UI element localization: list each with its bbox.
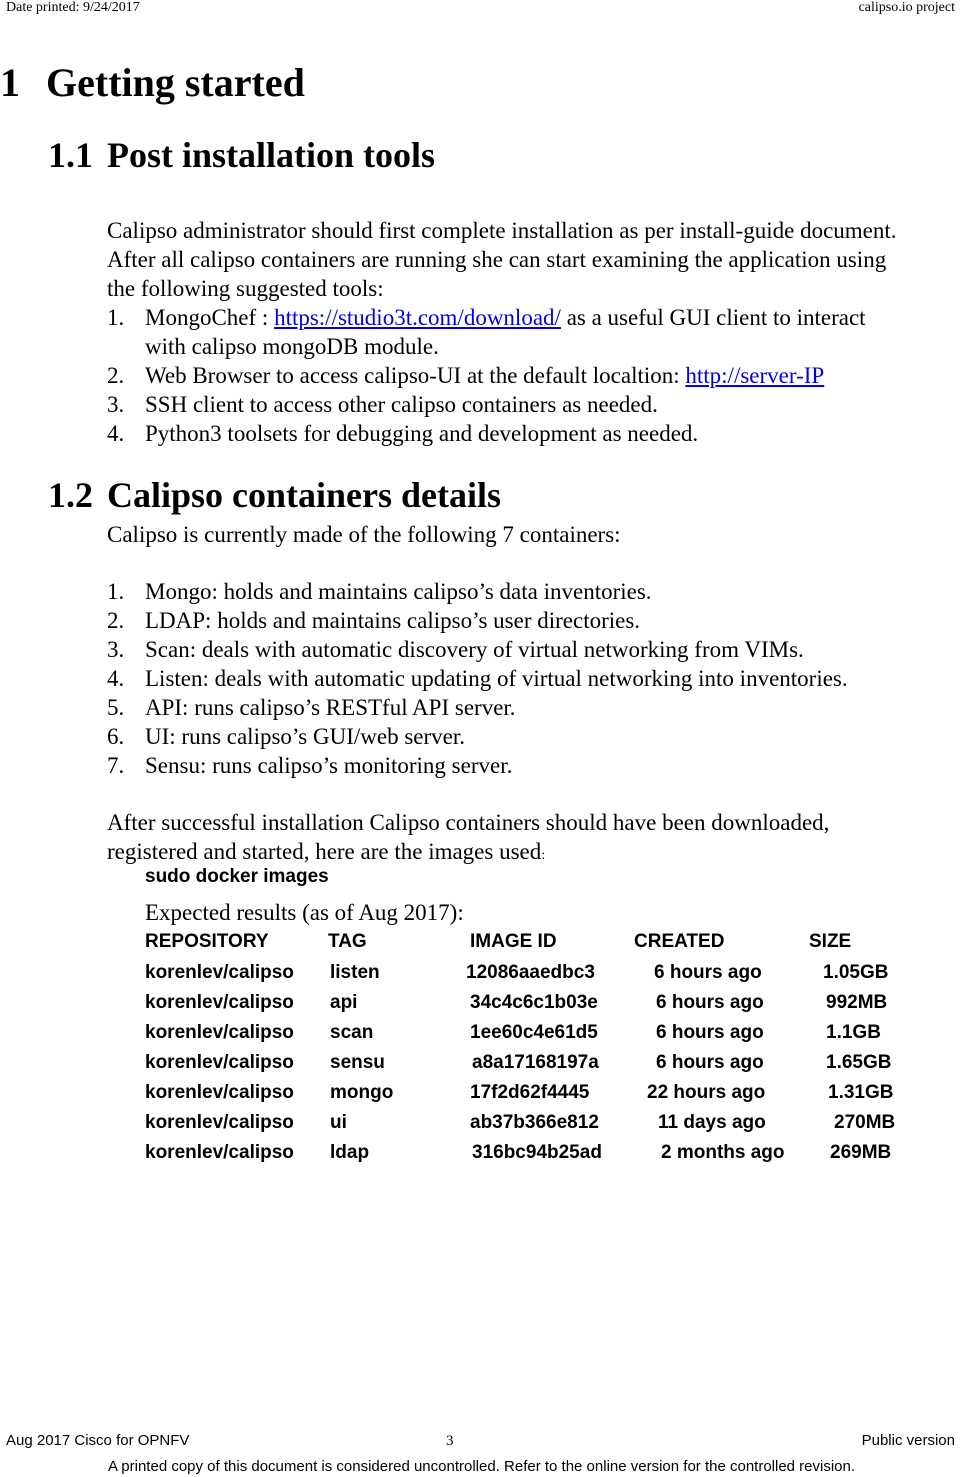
table-cell: mongo — [330, 1082, 394, 1103]
list-item — [107, 664, 848, 693]
table-cell: 12086aaedbc3 — [466, 962, 595, 983]
table-row — [0, 1052, 963, 1082]
list-number: 3. — [107, 637, 125, 662]
table-cell: 316bc94b25ad — [472, 1142, 602, 1163]
table-cell: api — [330, 992, 358, 1013]
section-1-2-heading — [48, 473, 501, 517]
list-number: 2. — [107, 363, 125, 388]
table-row — [0, 1142, 963, 1172]
list-item — [107, 303, 866, 361]
container-text: Mongo: holds and maintains calipso’s data inventories. — [145, 579, 652, 604]
table-cell: 17f2d62f4445 — [470, 1082, 590, 1103]
table-cell: ab37b366e812 — [470, 1112, 599, 1133]
section-number: 1 — [0, 60, 20, 105]
studio3t-download-link[interactable]: https://studio3t.com/download/ — [274, 305, 561, 330]
list-item — [107, 751, 848, 780]
footer-right: Public version — [861, 1432, 955, 1449]
list-item — [107, 390, 866, 419]
table-cell: 1.65GB — [826, 1052, 892, 1073]
table-cell: 2 months ago — [661, 1142, 785, 1163]
table-cell: korenlev/calipso — [145, 1112, 294, 1133]
intro-line: Calipso administrator should first complete installation as per install-guide document. — [107, 218, 897, 243]
list-number: 1. — [107, 305, 125, 330]
section-title: Calipso containers details — [107, 475, 502, 515]
table-cell: 270MB — [834, 1112, 896, 1133]
tools-list — [107, 303, 866, 448]
section-1-1-heading — [48, 133, 435, 177]
paragraph-line: After successful installation Calipso containers should have been downloaded, — [107, 810, 830, 835]
table-cell: ui — [330, 1112, 347, 1133]
list-number: 1. — [107, 579, 125, 604]
table-cell: 1.31GB — [828, 1082, 894, 1103]
server-ip-link[interactable]: http://server-IP — [685, 363, 825, 388]
table-cell: ldap — [330, 1142, 370, 1163]
colon: : — [541, 848, 546, 863]
list-item — [107, 722, 848, 751]
section-title: Post installation tools — [107, 135, 436, 175]
list-item — [107, 361, 866, 390]
table-cell: listen — [330, 962, 380, 983]
column-header: TAG — [328, 931, 367, 952]
tool-text: Python3 toolsets for debugging and development as needed. — [145, 421, 699, 446]
list-item — [107, 419, 866, 448]
table-cell: a8a17168197a — [472, 1052, 599, 1073]
container-text: API: runs calipso’s RESTful API server. — [145, 695, 516, 720]
table-cell: 269MB — [830, 1142, 892, 1163]
table-cell: 6 hours ago — [656, 1022, 764, 1043]
footer-disclaimer: A printed copy of this document is considered uncontrolled. Refer to the online version for the controlled revision. — [107, 1458, 856, 1475]
table-cell: 11 days ago — [658, 1112, 766, 1133]
table-cell: korenlev/calipso — [145, 1082, 294, 1103]
table-row — [0, 992, 963, 1022]
footer-left: Aug 2017 Cisco for OPNFV — [6, 1432, 190, 1449]
page-number: 3 — [446, 1433, 454, 1449]
project-name: calipso.io project — [858, 0, 955, 15]
intro-paragraph — [107, 216, 963, 303]
container-text: UI: runs calipso’s GUI/web server. — [145, 724, 466, 749]
container-text: LDAP: holds and maintains calipso’s user directories. — [145, 608, 641, 633]
section-title: Getting started — [46, 60, 305, 105]
date-printed: Date printed: 9/24/2017 — [6, 0, 140, 15]
section-number: 1.1 — [48, 135, 93, 175]
container-text: Listen: deals with automatic updating of virtual networking into inventories. — [145, 666, 848, 691]
container-text: Scan: deals with automatic discovery of virtual networking from VIMs. — [145, 637, 804, 662]
table-cell: 1.1GB — [826, 1022, 881, 1043]
column-header: REPOSITORY — [145, 931, 269, 952]
table-cell: 22 hours ago — [647, 1082, 766, 1103]
table-row — [0, 1112, 963, 1142]
table-cell: 6 hours ago — [656, 992, 764, 1013]
section-1-heading — [0, 58, 305, 108]
list-item — [107, 635, 848, 664]
column-header: SIZE — [809, 931, 852, 952]
list-number: 7. — [107, 753, 125, 778]
paragraph-text: registered and started, here are the images used — [107, 839, 542, 864]
table-cell: korenlev/calipso — [145, 962, 294, 983]
list-number: 3. — [107, 392, 125, 417]
table-cell: sensu — [330, 1052, 385, 1073]
table-cell: korenlev/calipso — [145, 992, 294, 1013]
tool-text: MongoChef : — [145, 305, 275, 330]
table-cell: korenlev/calipso — [145, 1052, 294, 1073]
containers-list — [107, 577, 848, 780]
table-cell: korenlev/calipso — [145, 1142, 294, 1163]
docker-command: sudo docker images — [145, 866, 329, 887]
container-text: Sensu: runs calipso’s monitoring server. — [145, 753, 513, 778]
tool-text: SSH client to access other calipso containers as needed. — [145, 392, 658, 417]
list-number: 4. — [107, 666, 125, 691]
list-item — [107, 606, 848, 635]
table-header-row — [0, 931, 963, 961]
list-number: 5. — [107, 695, 125, 720]
containers-intro: Calipso is currently made of the following 7 containers: — [107, 522, 621, 547]
intro-line: After all calipso containers are running she can start examining the application using — [107, 247, 887, 272]
table-row — [0, 962, 963, 992]
list-item — [107, 693, 848, 722]
table-cell: scan — [330, 1022, 374, 1043]
table-cell: 34c4c6c1b03e — [470, 992, 598, 1013]
table-cell: korenlev/calipso — [145, 1022, 294, 1043]
expected-results-label: Expected results (as of Aug 2017): — [145, 900, 464, 925]
table-row — [0, 1082, 963, 1112]
section-number: 1.2 — [48, 475, 93, 515]
table-cell: 1.05GB — [823, 962, 889, 983]
table-cell: 6 hours ago — [654, 962, 762, 983]
table-cell: 6 hours ago — [656, 1052, 764, 1073]
list-item — [107, 577, 848, 606]
tool-text: as a useful GUI client to interact — [560, 305, 866, 330]
tool-text: Web Browser to access calipso-UI at the default localtion: — [145, 363, 686, 388]
table-cell: 992MB — [826, 992, 888, 1013]
column-header: IMAGE ID — [470, 931, 557, 952]
table-row — [0, 1022, 963, 1052]
table-cell: 1ee60c4e61d5 — [470, 1022, 598, 1043]
column-header: CREATED — [634, 931, 725, 952]
intro-line: the following suggested tools: — [107, 276, 384, 301]
tool-text: with calipso mongoDB module. — [145, 334, 439, 359]
list-number: 4. — [107, 421, 125, 446]
list-number: 6. — [107, 724, 125, 749]
list-number: 2. — [107, 608, 125, 633]
after-install-paragraph — [107, 808, 963, 870]
